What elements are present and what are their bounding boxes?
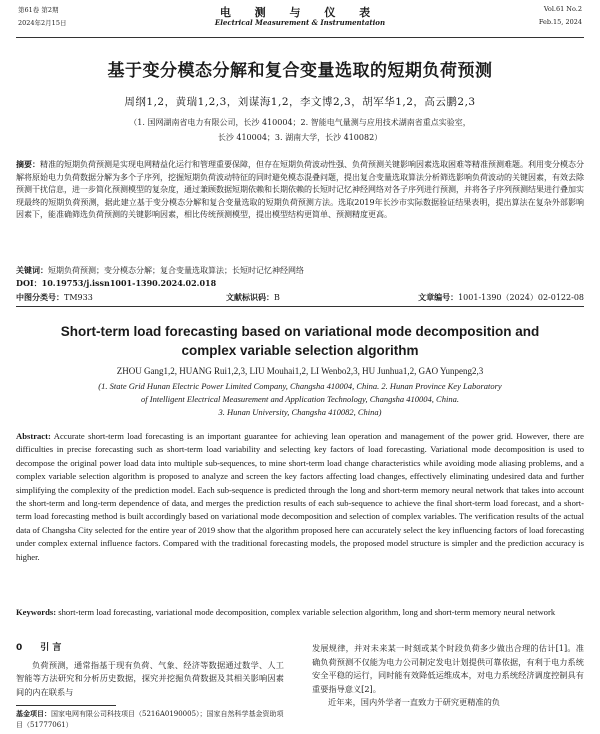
journal-name-en: Electrical Measurement & Instrumentation bbox=[214, 18, 386, 27]
intro-paragraph: 近年来，国内外学者一直致力于研究更精准的负 bbox=[328, 697, 500, 707]
section-number: 0 bbox=[16, 643, 23, 653]
body-column-left bbox=[16, 642, 284, 699]
clc-label: 中图分类号： bbox=[16, 293, 64, 302]
paper-title-en bbox=[30, 322, 570, 360]
abstract-cn-text: 精准的短期负荷预测是实现电网精益化运行和管理重要保障，但存在短期负荷波动性强、负荷预测关键影响因素选取困难等精准预测难题。利用变分模态分解将原始电力负荷数据分解为多个子序列，挖掘短期负荷波动特征的同时避免模态混叠问题，提出复合变量选取算法分析筛选影响负荷波动的关键因素，有效去除预测干扰信息，进一步简化预测模型的复杂度，通过兼顾数据短期依赖和长期依赖的长短时记忆神经网络对各子序列进行预测，并将各子序列预测结果进行叠加实现最终的短期负荷预测，据此建立基于变分模态分解和复合变量选取的短期负荷预测方法。选取2019年长沙市实际数据验证结果表明，提出算法在复杂外部影响因素下，能准确筛选负荷预测的关键影响因素，相比传统预测模型，提出模型结构更简单、预测精度更高。 bbox=[16, 160, 584, 220]
footnote-divider bbox=[16, 705, 116, 706]
keywords-en-text: short-term load forecasting, variational mode decomposition, complex variable selection algorithm, long and short-term memory neural network bbox=[58, 607, 556, 617]
authors-en: ZHOU Gang1,2, HUANG Rui1,2,3, LIU Mouhai1,2, LI Wenbo2,3, HU Junhua1,2, GAO Yunpeng2,3 bbox=[116, 366, 484, 376]
doi[interactable]: DOI：10.19753/j.issn1001-1390.2024.02.018 bbox=[16, 278, 217, 288]
doc-code-label: 文献标识码： bbox=[226, 293, 274, 302]
intro-paragraph-continued: 发展规律，并对未来某一时刻或某个时段负荷多少做出合理的估计[1]。准确负荷预测不仅能为电力公司制定发电计划提供可靠依据，有利于电力系统安全平稳的运行，同时能有效降低运维成本，对电力系统经济调度控制具有重要指导意义[2]。 bbox=[312, 643, 584, 694]
journal-name-cn: 电 测 与 仪 表 bbox=[219, 6, 381, 19]
keywords-en-label: Keywords: bbox=[16, 607, 57, 617]
article-no-value: 1001-1390（2024）02-0122-08 bbox=[458, 293, 584, 302]
intro-paragraph: 负荷预测，通常指基于现有负荷、气象、经济等数据通过数学、人工智能等方法研究和分析历史数据，探究并挖掘负荷数据及其相关影响因素间的内在联系与 bbox=[16, 659, 284, 697]
keywords-en bbox=[16, 606, 584, 619]
abstract-en-text: Accurate short-term load forecasting is an important guarantee for achieving lean operation and management of the power grid. However, there are difficulties in precise forecasting such as short-term load variability and selecting key factors of load forecasting. Variational mode decomposition is used to decompose the original power load data into multiple sub-sequences, to mine short-term load change characteristics while avoiding mode aliasing problems, and a complex variable selection algorithm is proposed to analyze and screen the key factors affecting load changes, effectively eliminating undesired data and further simplifying the complexity of the prediction model. Each sub-sequence is predicted through the long and short-term memory neural network that takes into account the short-term and long-term dependence of data, and merges the prediction results of each sub-sequence to achieve the final short-term load forecast, and a short-term load forecasting method is built accordingly based on variational mode decomposition and selection of complex variables. The verification results of the actual data of Changsha City selected for the entire year of 2019 show that the algorithm proposed here can accurately select the key influencing factors of load forecasting under complex external influence factors. Compared with the traditional forecasting models, the proposed model structure is simpler and the prediction accuracy is higher. bbox=[16, 431, 584, 562]
keywords-cn bbox=[16, 264, 584, 277]
abstract-en-label: Abstract: bbox=[16, 431, 51, 441]
funding-label: 基金项目： bbox=[16, 709, 51, 718]
affiliation-en bbox=[40, 380, 560, 419]
title-en-line: Short-term load forecasting based on variational mode decomposition and bbox=[60, 324, 540, 339]
running-header bbox=[16, 5, 584, 38]
classification-row bbox=[16, 292, 584, 304]
affiliation-en-line: 3. Hunan University, Changsha 410082, China) bbox=[218, 407, 382, 417]
volume-en: Vol.61 No.2 bbox=[543, 5, 582, 13]
section-heading-intro bbox=[16, 642, 284, 656]
divider bbox=[16, 306, 584, 307]
title-en-line: complex variable selection algorithm bbox=[181, 343, 419, 358]
date-cn: 2024年2月15日 bbox=[18, 19, 67, 27]
affiliation-cn-line: （1. 国网湖南省电力有限公司，长沙 410004；2. 智能电气量测与应用技术湖南省重点实验室， bbox=[129, 118, 471, 127]
body-column-right bbox=[312, 642, 584, 710]
section-title: 引 言 bbox=[40, 643, 62, 653]
affiliation-cn-line: 长沙 410004；3. 湖南大学，长沙 410082） bbox=[217, 133, 383, 142]
article-no-label: 文章编号： bbox=[418, 293, 459, 302]
affiliation-en-line: of Intelligent Electrical Measurement and Application Technology, Changsha 410004, China. bbox=[141, 394, 459, 404]
funding-text: 国家电网有限公司科技项目（5216A0190005）；国家自然科学基金资助项目（51777061） bbox=[16, 710, 284, 729]
keywords-cn-text: 短期负荷预测；变分模态分解；复合变量选取算法；长短时记忆神经网络 bbox=[48, 266, 304, 275]
volume-cn: 第61卷 第2期 bbox=[18, 6, 59, 14]
doc-code-value: B bbox=[274, 293, 280, 302]
clc-value: TM933 bbox=[64, 293, 93, 302]
affiliation-en-line: (1. State Grid Hunan Electric Power Limited Company, Changsha 410004, China. 2. Hunan Province Key Laboratory bbox=[98, 381, 502, 391]
affiliation-cn bbox=[60, 115, 540, 145]
abstract-en bbox=[16, 430, 584, 564]
keywords-cn-label: 关键词： bbox=[16, 265, 48, 275]
paper-title-cn: 基于变分模态分解和复合变量选取的短期负荷预测 bbox=[107, 61, 493, 81]
abstract-cn bbox=[16, 158, 584, 222]
authors-cn: 周纲1,2，黄瑞1,2,3，刘谋海1,2，李文博2,3，胡军华1,2，高云鹏2,3 bbox=[124, 96, 476, 108]
date-en: Feb.15, 2024 bbox=[538, 18, 582, 26]
abstract-cn-label: 摘要： bbox=[16, 159, 40, 169]
funding-note bbox=[16, 708, 284, 731]
